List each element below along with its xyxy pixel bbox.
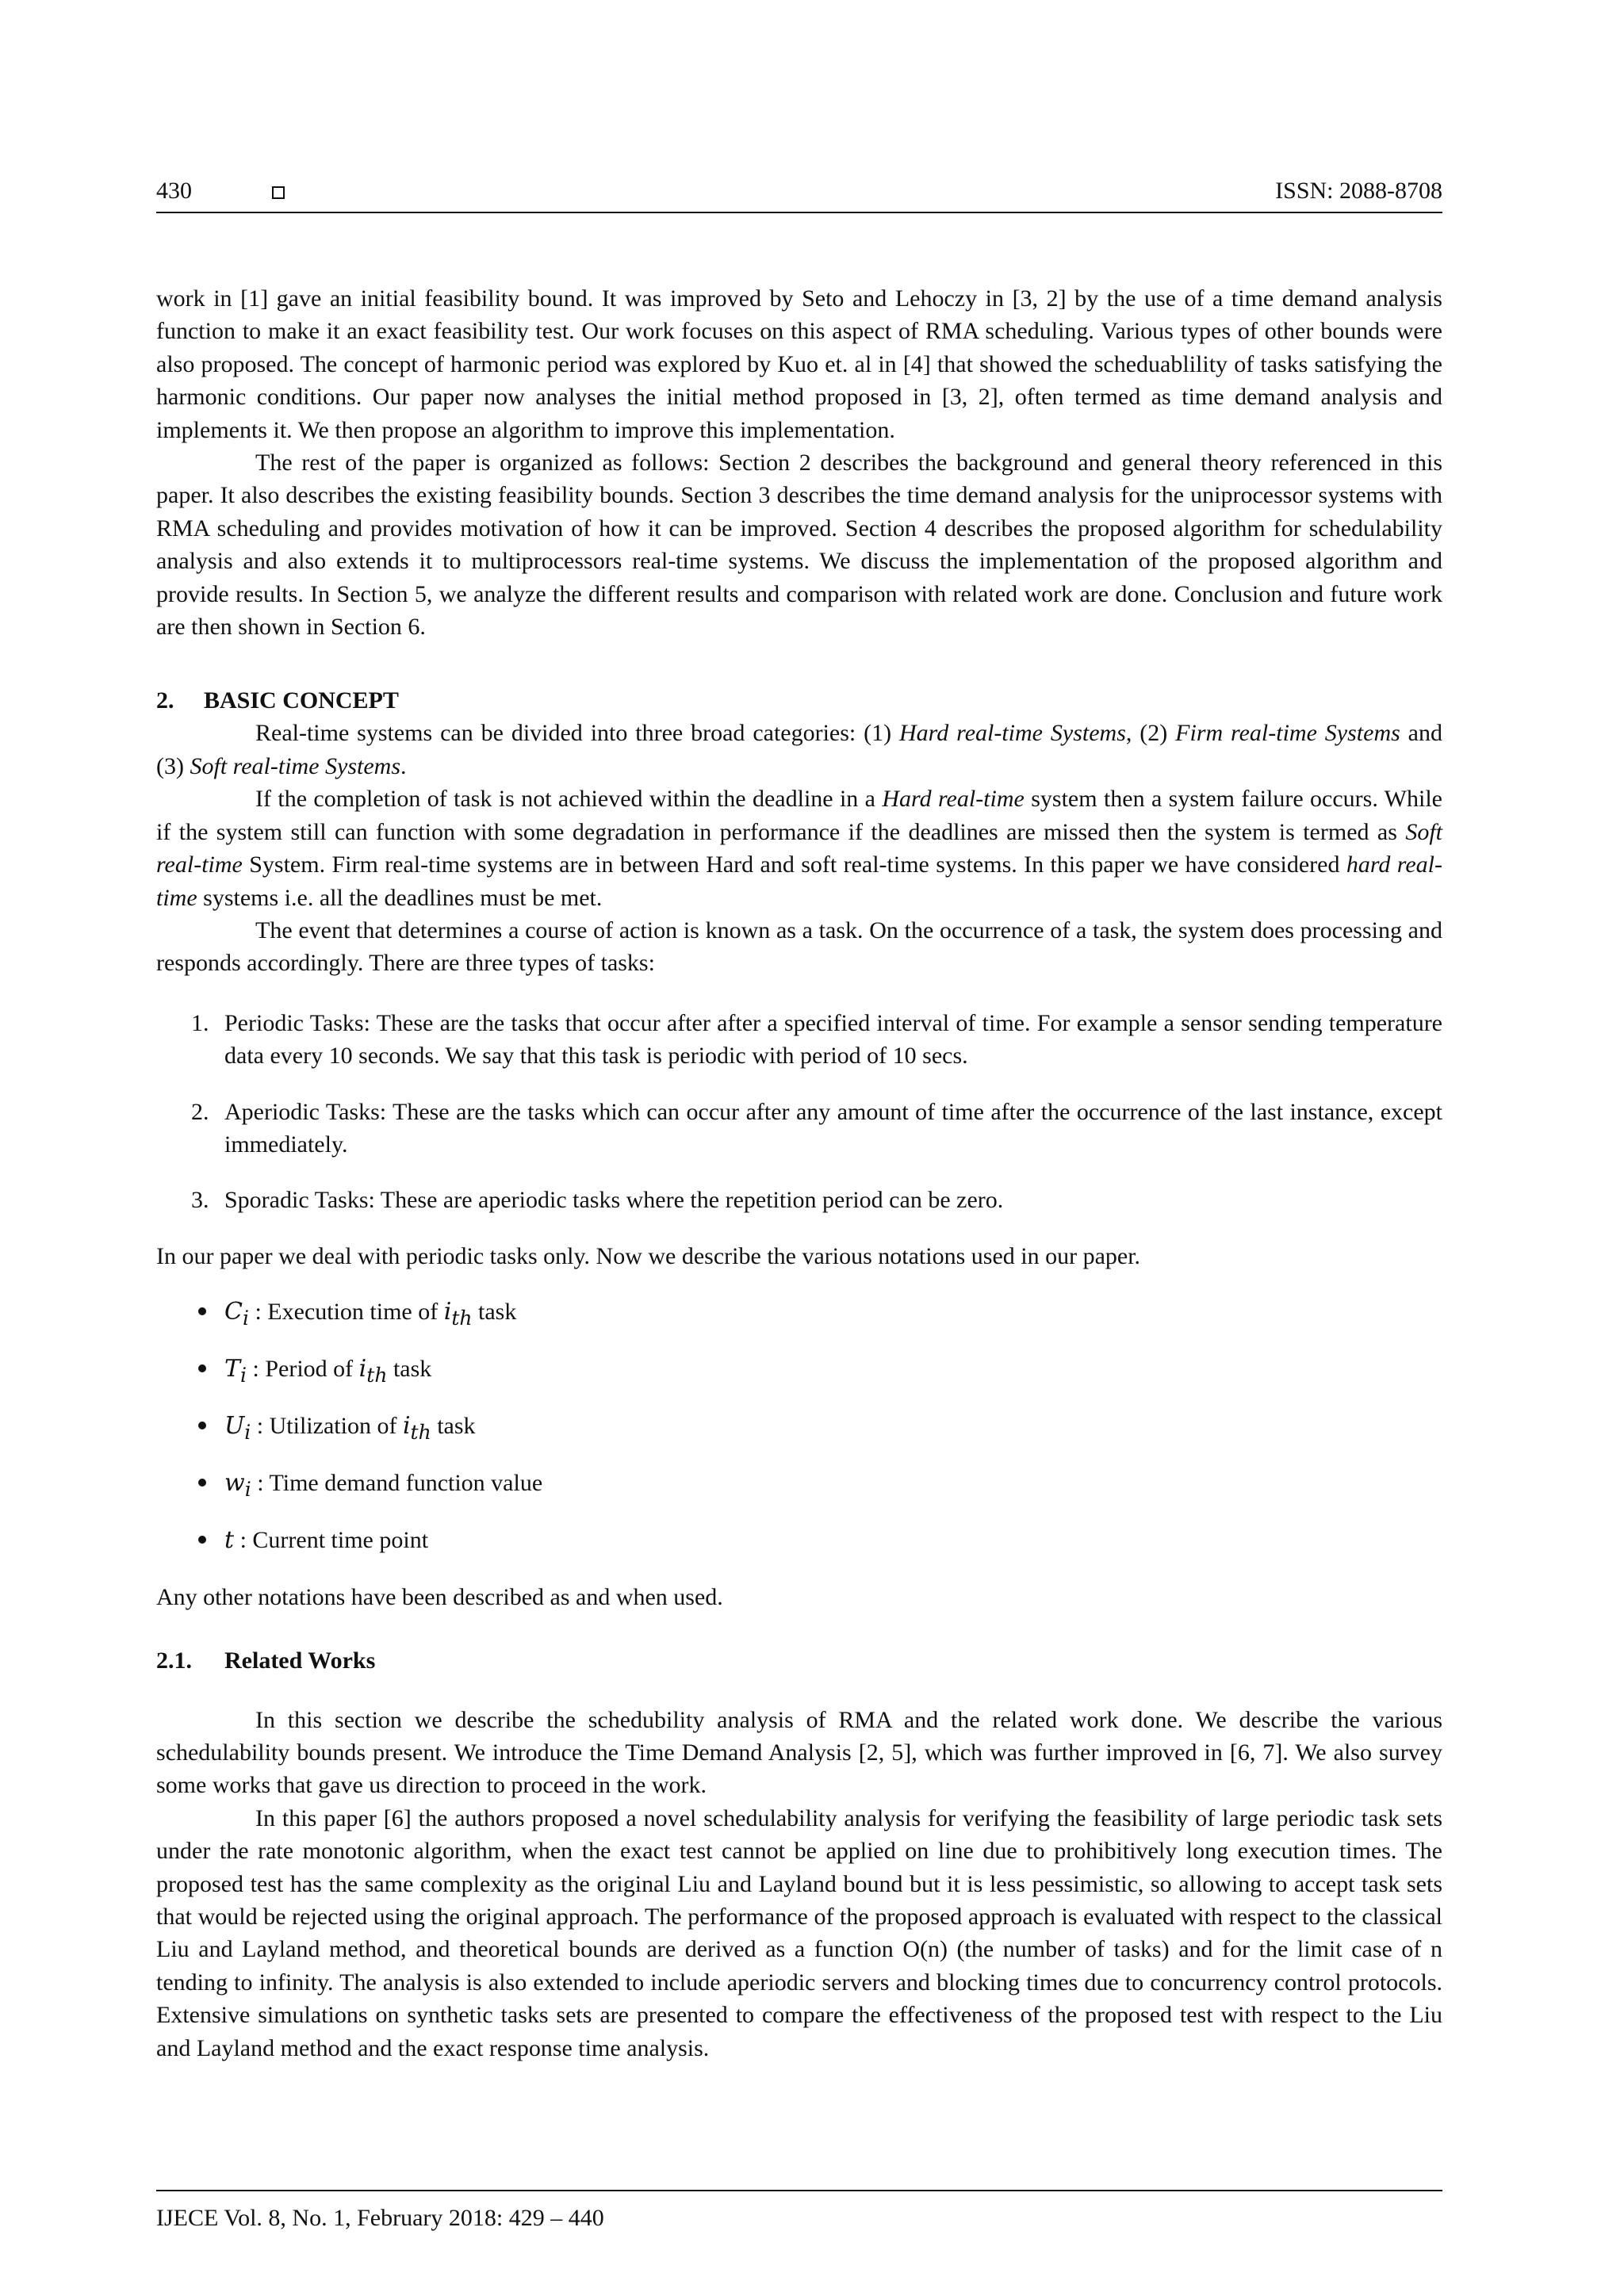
section-2-1-heading xyxy=(156,1644,1442,1677)
footer-rule xyxy=(156,2190,1442,2191)
bullet-icon xyxy=(198,1364,206,1372)
periodic-note-paragraph: In our paper we deal with periodic tasks only. Now we describe the various notations used in our paper. xyxy=(156,1242,1141,1269)
list-item: 2. Aperiodic Tasks: These are the tasks which can occur after any amount of time after the occurrence of the last instance, except immediately. xyxy=(191,1098,1442,1158)
list-item: 1. Periodic Tasks: These are the tasks that occur after after a specified interval of time. For example a sensor sending temperature data every 10 seconds. We say that this task is periodic with period of 10 secs. xyxy=(191,1009,1442,1070)
bullet-icon xyxy=(198,1307,206,1315)
list-item: t : Current time point xyxy=(156,1524,1442,1581)
categories-paragraph: Real-time systems can be divided into three broad categories: (1) Hard real-time Systems, (2) Firm real-time Systems and (3) Soft real-time Systems. xyxy=(156,720,1442,779)
header-rule xyxy=(156,212,1442,213)
related-works-paragraph-2: In this paper [6] the authors proposed a novel schedulability analysis for verifying the feasibility of large periodic task sets under the rate monotonic algorithm, when the exact test cannot be applied on line due to prohibitively long execution times. The proposed test has the same complexity as the original Liu and Layland bound but it is less pessimistic, so allowing to accept task sets that would be rejected using the original approach. The performance of the proposed approach is evaluated with respect to the classical Liu and Layland method, and theoretical bounds are derived as a function O(n) (the number of tasks) and for the limit case of n tending to infinity. The analysis is also extended to include aperiodic servers and blocking times due to concurrency control protocols. Extensive simulations on synthetic tasks sets are presented to compare the effectiveness of the proposed test with respect to the Liu and Layland method and the exact response time analysis. xyxy=(156,1804,1442,2061)
section-title: BASIC CONCEPT xyxy=(204,687,399,714)
section-2-heading xyxy=(156,684,1442,717)
running-footer: IJECE Vol. 8, No. 1, February 2018: 429 – 440 xyxy=(156,2205,604,2231)
list-item: $T_i$ : Period of $i_{th}$ task xyxy=(156,1353,1442,1410)
intro-paragraph-1: work in [1] gave an initial feasibility bound. It was improved by Seto and Lehoczy in [3, 2] by the use of a time demand analysis function to make it an exact feasibility test. Our work focuses on this aspect of RMA scheduling. Various types of other bounds were also proposed. The concept of harmonic period was explored by Kuo et. al in [4] that showed the scheduablility of tasks satisfying the harmonic conditions. Our paper now analyses the initial method proposed in [3, 2], often termed as time demand analysis and implements it. We then propose an algorithm to improve this implementation. xyxy=(156,285,1442,443)
list-item: 3. Sporadic Tasks: These are aperiodic tasks where the repetition period can be zero. xyxy=(191,1187,1004,1214)
bullet-icon xyxy=(198,1422,206,1429)
section-number: 2. xyxy=(156,687,174,714)
main-text xyxy=(156,282,1442,2064)
list-item: $C_i$ : Execution time of $i_{th}$ task xyxy=(156,1295,1442,1353)
page-number: 430 xyxy=(156,178,192,204)
running-header xyxy=(156,175,1442,213)
subsection-title: Related Works xyxy=(224,1647,376,1674)
issn-label: ISSN: 2088-8708 xyxy=(1275,178,1442,204)
related-works-paragraph-1: In this section we describe the schedubility analysis of RMA and the related work done. We describe the various schedulability bounds present. We introduce the Time Demand Analysis [2, 5], which was further improved in [6, 7]. We also survey some works that gave us direction to proceed in the work. xyxy=(156,1706,1442,1799)
task-definition-paragraph: The event that determines a course of action is known as a task. On the occurrence of a task, the system does processing and responds accordingly. There are three types of tasks: xyxy=(156,916,1442,977)
intro-paragraph-2: The rest of the paper is organized as follows: Section 2 describes the background and general theory referenced in this paper. It also describes the existing feasibility bounds. Section 3 describes the time demand analysis for the uniprocessor systems with RMA scheduling and provides motivation of how it can be improved. Section 4 describes the proposed algorithm for schedulability analysis and also extends it to multiprocessors real-time systems. We discuss the implementation of the proposed algorithm and provide results. In Section 5, we analyze the different results and comparison with related work are done. Conclusion and future work are then shown in Section 6. xyxy=(156,450,1442,641)
task-types-list xyxy=(156,1007,1442,1217)
bullet-icon xyxy=(198,1479,206,1487)
list-item: $U_i$ : Utilization of $i_{th}$ task xyxy=(156,1410,1442,1467)
bullet-icon xyxy=(198,1536,206,1544)
list-item: $w_i$ : Time demand function value xyxy=(156,1467,1442,1524)
notation-closing-paragraph: Any other notations have been described as and when used. xyxy=(156,1584,723,1611)
deadline-paragraph: If the completion of task is not achieved within the deadline in a Hard real-time system then a system failure occurs. While if the system still can function with some degradation in performance if the deadlines are missed then the system is termed as Soft real-time System. Firm real-time systems are in between Hard and soft real-time systems. In this paper we have considered hard real-time systems i.e. all the deadlines must be met. xyxy=(156,786,1442,911)
square-box-icon xyxy=(272,186,285,199)
notation-list xyxy=(156,1295,1442,1581)
subsection-number: 2.1. xyxy=(156,1647,192,1674)
